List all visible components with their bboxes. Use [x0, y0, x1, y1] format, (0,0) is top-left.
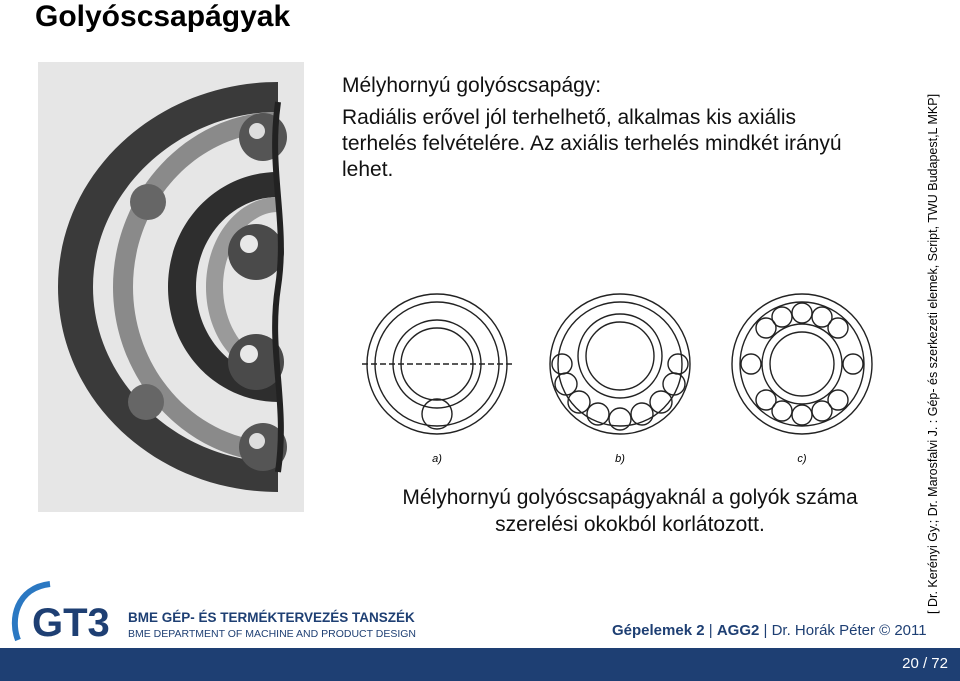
diagram-label-c: c): [797, 453, 807, 465]
body-text: Radiális erővel jól terhelhető, alkalmas kis axiális terhelés felvételére. Az axiális terhelés mindkét irányú lehet.: [342, 106, 842, 181]
footer-separator-2: |: [763, 622, 768, 639]
footer-bar: [0, 651, 960, 681]
diagram-label-a: a): [432, 453, 442, 465]
footer-code: AGG2: [716, 622, 760, 639]
diagram-a: [362, 294, 512, 434]
logo-mark: GT3: [32, 601, 110, 645]
footer-author: Dr. Horák Péter © 2011: [771, 622, 927, 639]
caption: Mélyhornyú golyóscsapágyaknál a golyók száma szerelési okokból korlátozott.: [402, 486, 858, 536]
description: [342, 73, 862, 183]
slide-title: Golyóscsapágyak: [35, 0, 291, 33]
bearing-diagrams: [362, 284, 882, 469]
diagram-label-b: b): [615, 453, 625, 465]
section-subtitle: Mélyhornyú golyóscsapágy:: [342, 74, 602, 97]
diagram-c: [732, 294, 872, 434]
footer-text: [612, 622, 927, 639]
reference-text: [ Dr. Kerényi Gy.; Dr. Marosfalvi J. : Gép- és szerkezeti elemek, Script, TWU Budapest,L MKP]: [926, 93, 940, 614]
logo-line2: BME DEPARTMENT OF MACHINE AND PRODUCT DESIGN: [128, 628, 417, 640]
department-logo: [10, 580, 417, 650]
page-number: 20 / 72: [902, 655, 948, 672]
footer-separator-1: |: [708, 622, 713, 639]
bearing-illustration: [38, 62, 304, 512]
footer-course: Gépelemek 2: [612, 622, 705, 639]
logo-line1: BME GÉP- ÉS TERMÉKTERVEZÉS TANSZÉK: [128, 610, 415, 625]
diagram-b: [550, 294, 690, 434]
